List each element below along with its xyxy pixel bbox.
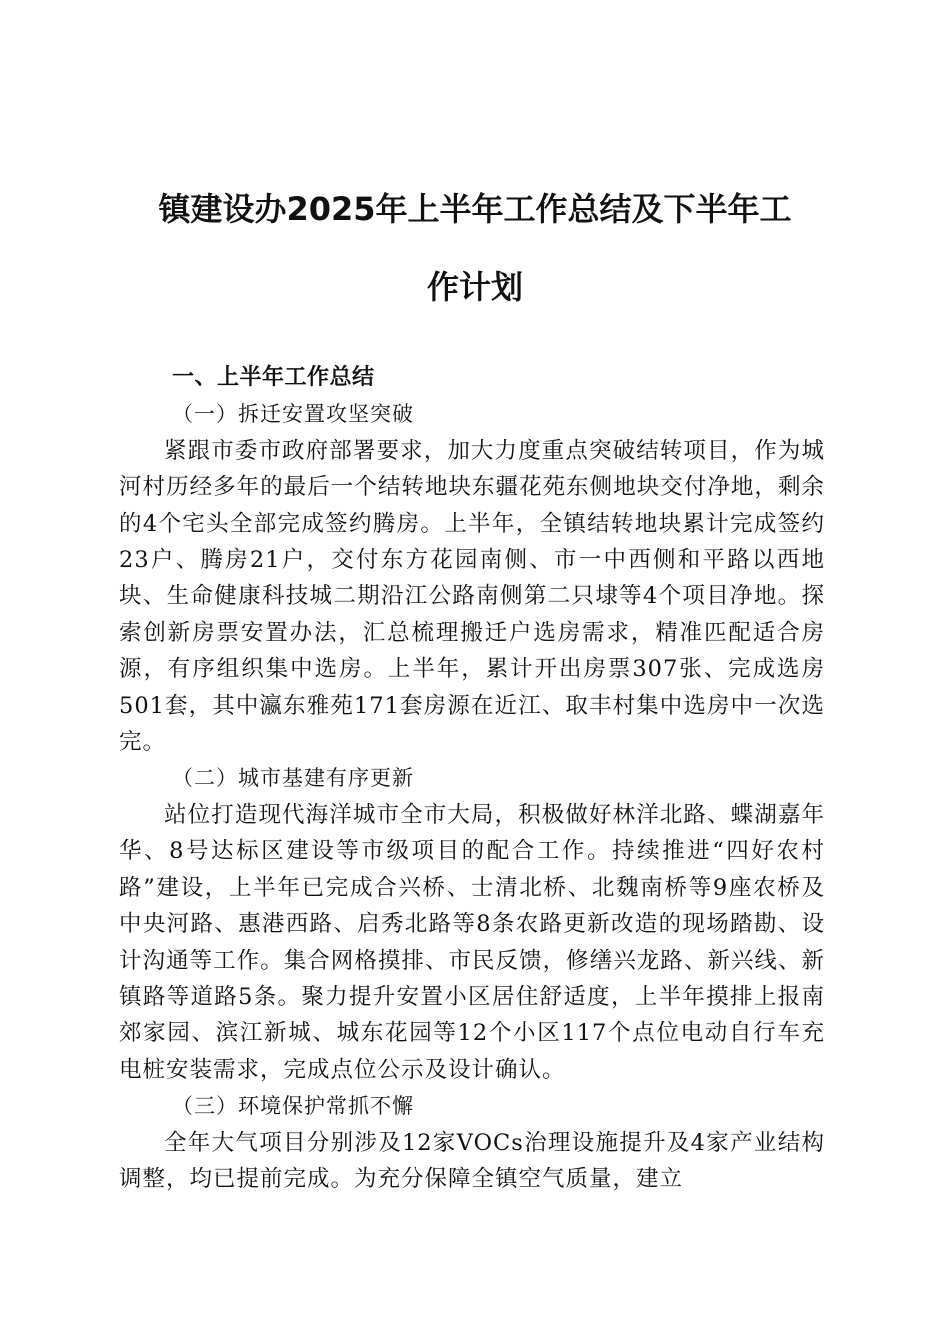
document-title: [110, 170, 840, 326]
paragraph-infrastructure: 站位打造现代海洋城市全市大局，积极做好林洋北路、蝶湖嘉年华、8号达标区建设等市级项目的配合工作。持续推进“四好农村路”建设，上半年已完成合兴桥、士清北桥、北魏南桥等9座农桥及中央河路、惠港西路、启秀北路等8条农路更新改造的现场踏勘、设计沟通等工作。集合网格摸排、市民反馈，修缮兴龙路、新兴线、新镇路等道路5条。聚力提升安置小区居住舒适度，上半年摸排上报南郊家园、滨江新城、城东花园等12个小区117个点位电动自行车充电桩安装需求，完成点位公示及设计确认。: [119, 801, 825, 1083]
paragraph-environment: 全年大气项目分别涉及12家VOCs治理设施提升及4家产业结构调整，均已提前完成。为充分保障全镇空气质量，建立: [119, 1129, 825, 1192]
subsection-heading-infrastructure: （二）城市基建有序更新: [172, 766, 414, 791]
title-line-1: 镇建设办2025年上半年工作总结及下半年工: [158, 190, 792, 228]
subsection-heading-environment: （三）环境保护常抓不懈: [172, 1094, 414, 1119]
title-line-2: 作计划: [426, 268, 523, 306]
section-heading-first-half-summary: 一、上半年工作总结: [172, 365, 375, 390]
document-body: [119, 360, 825, 1197]
paragraph-demolition: 紧跟市委市政府部署要求，加大力度重点突破结转项目，作为城河村历经多年的最后一个结转地块东疆花苑东侧地块交付净地，剩余的4个宅头全部完成签约腾房。上半年，全镇结转地块累计完成签约23户、腾房21户，交付东方花园南侧、市一中西侧和平路以西地块、生命健康科技城二期沿江公路南侧第二只埭等4个项目净地。探索创新房票安置办法，汇总梳理搬迁户选房需求，精准匹配适合房源，有序组织集中选房。上半年，累计开出房票307张、完成选房501套，其中瀛东雅苑171套房源在近江、取丰村集中选房中一次选完。: [119, 437, 825, 756]
subsection-heading-demolition: （一）拆迁安置攻坚突破: [172, 402, 414, 427]
